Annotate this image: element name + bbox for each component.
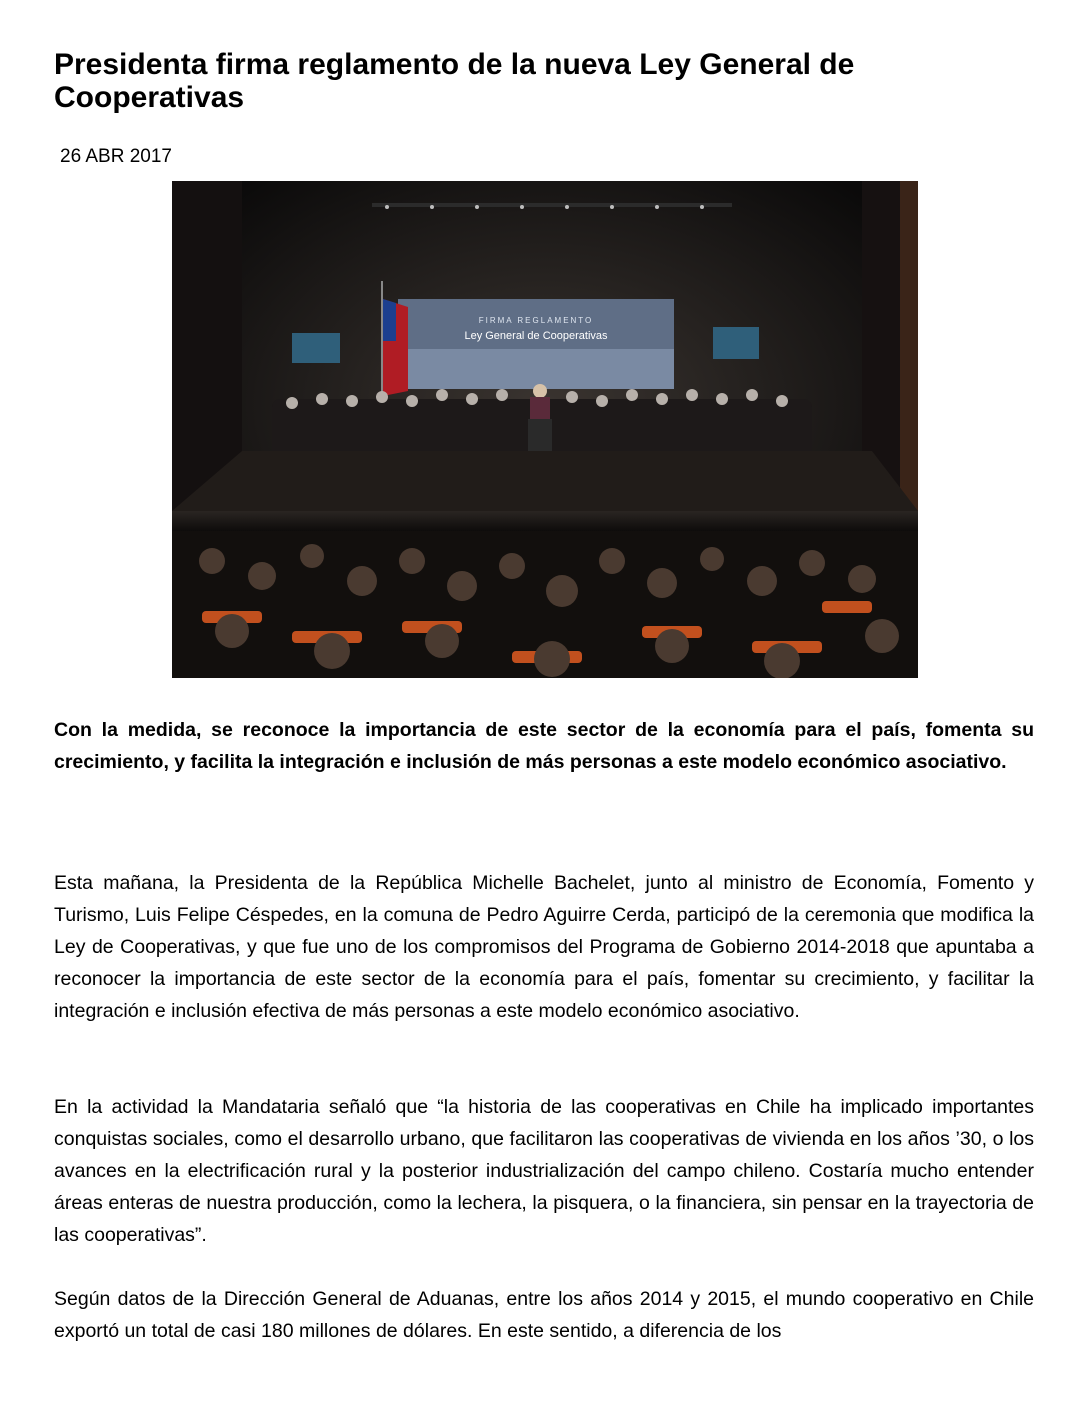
body-paragraph-3: Según datos de la Dirección General de Aduanas, entre los años 2014 y 2015, el mundo cooperativo en Chile exportó un total de casi 180 millones de dólares. En este sentido, a diferencia de los [54,1288,1034,1342]
banner-line1: FIRMA REGLAMENTO [478,316,594,325]
article-date: 26 ABR 2017 [60,146,172,167]
article-photo [172,181,918,678]
body-paragraph-1: Esta mañana, la Presidenta de la República Michelle Bachelet, junto al ministro de Economía, Fomento y Turismo, Luis Felipe Céspedes, en la comuna de Pedro Aguirre Cerda, participó de la ceremonia que modifica la Ley de Cooperativas, y que fue uno de los compromisos del Programa de Gobierno 2014-2018 que apuntaba a reconocer la importancia de este sector de la economía para el país, fomentar su crecimiento, y facilitar la integración e inclusión efectiva de más personas a este modelo económico asociativo. [54,872,1034,1022]
body-paragraph-2: En la actividad la Mandataria señaló que “la historia de las cooperativas en Chile ha implicado importantes conquistas sociales, como el desarrollo urbano, que facilitaron las cooperativas de vivienda en los años ’30, o los avances en la electrificación rural y la posterior industrialización del campo chileno. Costaría mucho entender áreas enteras de nuestra producción, como la lechera, la pisquera, o la financiera, sin pensar en la trayectoria de las cooperativas”. [54,1096,1034,1246]
banner-line2: Ley General de Cooperativas [464,330,608,342]
article-title: Presidenta firma reglamento de la nueva Ley General de Cooperativas [54,48,855,114]
article-lead: Con la medida, se reconoce la importancia de este sector de la economía para el país, fomenta su crecimiento, y facilita la integración e inclusión de más personas a este modelo económico asociativo. [54,719,1034,773]
